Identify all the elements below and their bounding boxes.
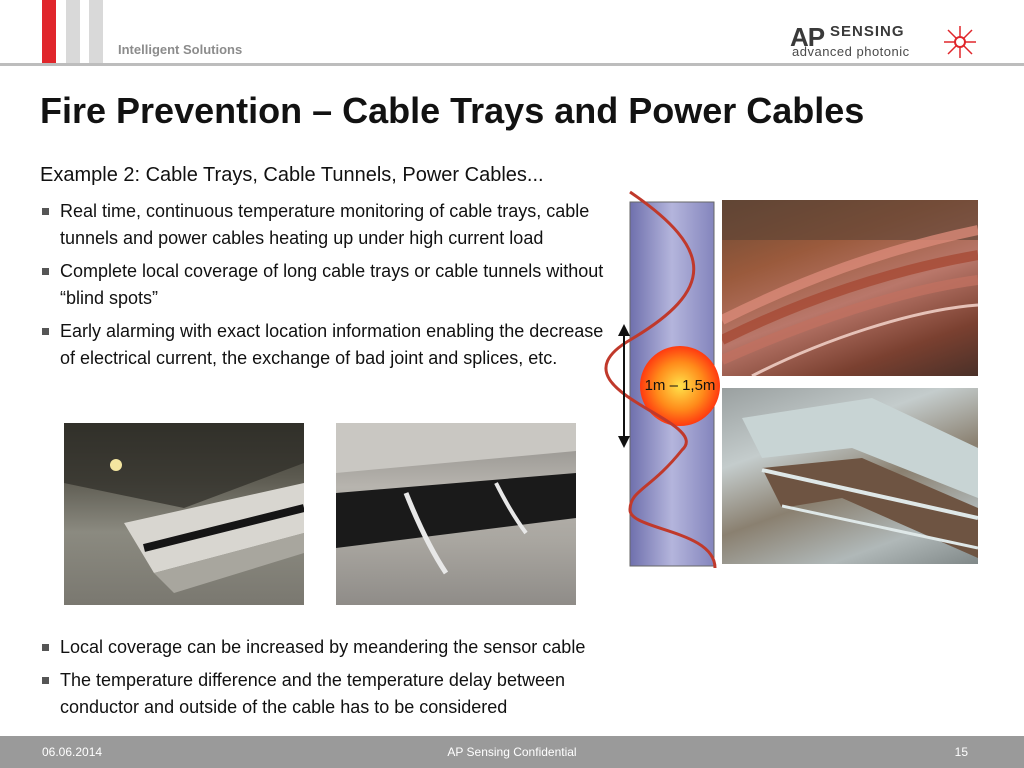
slide-title: Fire Prevention – Cable Trays and Power Cables xyxy=(40,90,865,131)
slide-subtitle: Example 2: Cable Trays, Cable Tunnels, Power Cables... xyxy=(40,164,544,186)
header-tagline: Intelligent Solutions xyxy=(118,42,243,57)
footer-date: 06.06.2014 xyxy=(42,745,103,759)
accent-bar-red xyxy=(42,0,56,66)
logo-ap: AP xyxy=(790,22,825,52)
logo-sensing: SENSING xyxy=(830,23,905,40)
tunnel-photo xyxy=(64,423,304,605)
logo-subtitle: advanced photonic xyxy=(792,44,910,59)
bullet-item: Local coverage can be increased by meandering the sensor cable xyxy=(40,634,640,661)
bullet-item: Real time, continuous temperature monitoring of cable trays, cable tunnels and power cables heating up under high current load xyxy=(40,198,620,252)
cable-trays-photo xyxy=(722,388,978,564)
cable-tray-photo xyxy=(336,423,576,605)
power-cables-photo xyxy=(722,200,978,376)
laser-burst-icon xyxy=(942,24,978,60)
bullet-list-bottom xyxy=(40,634,640,727)
accent-bar-gray xyxy=(89,0,103,66)
hot-zone-label: 1m – 1,5m xyxy=(644,377,716,394)
bullet-item: Early alarming with exact location information enabling the decrease of electrical current, the exchange of bad joint and splices, etc. xyxy=(40,318,620,372)
bullet-item: Complete local coverage of long cable trays or cable tunnels without “blind spots” xyxy=(40,258,620,312)
accent-bar-gray xyxy=(66,0,80,66)
bullet-item: The temperature difference and the temperature delay between conductor and outside of the cable has to be considered xyxy=(40,667,640,721)
footer-bar xyxy=(0,736,1024,768)
footer-confidential: AP Sensing Confidential xyxy=(447,745,577,759)
bullet-list-top xyxy=(40,198,620,378)
header-rule xyxy=(0,63,1024,66)
page-number: 15 xyxy=(954,745,968,759)
ap-sensing-logo xyxy=(790,22,980,62)
